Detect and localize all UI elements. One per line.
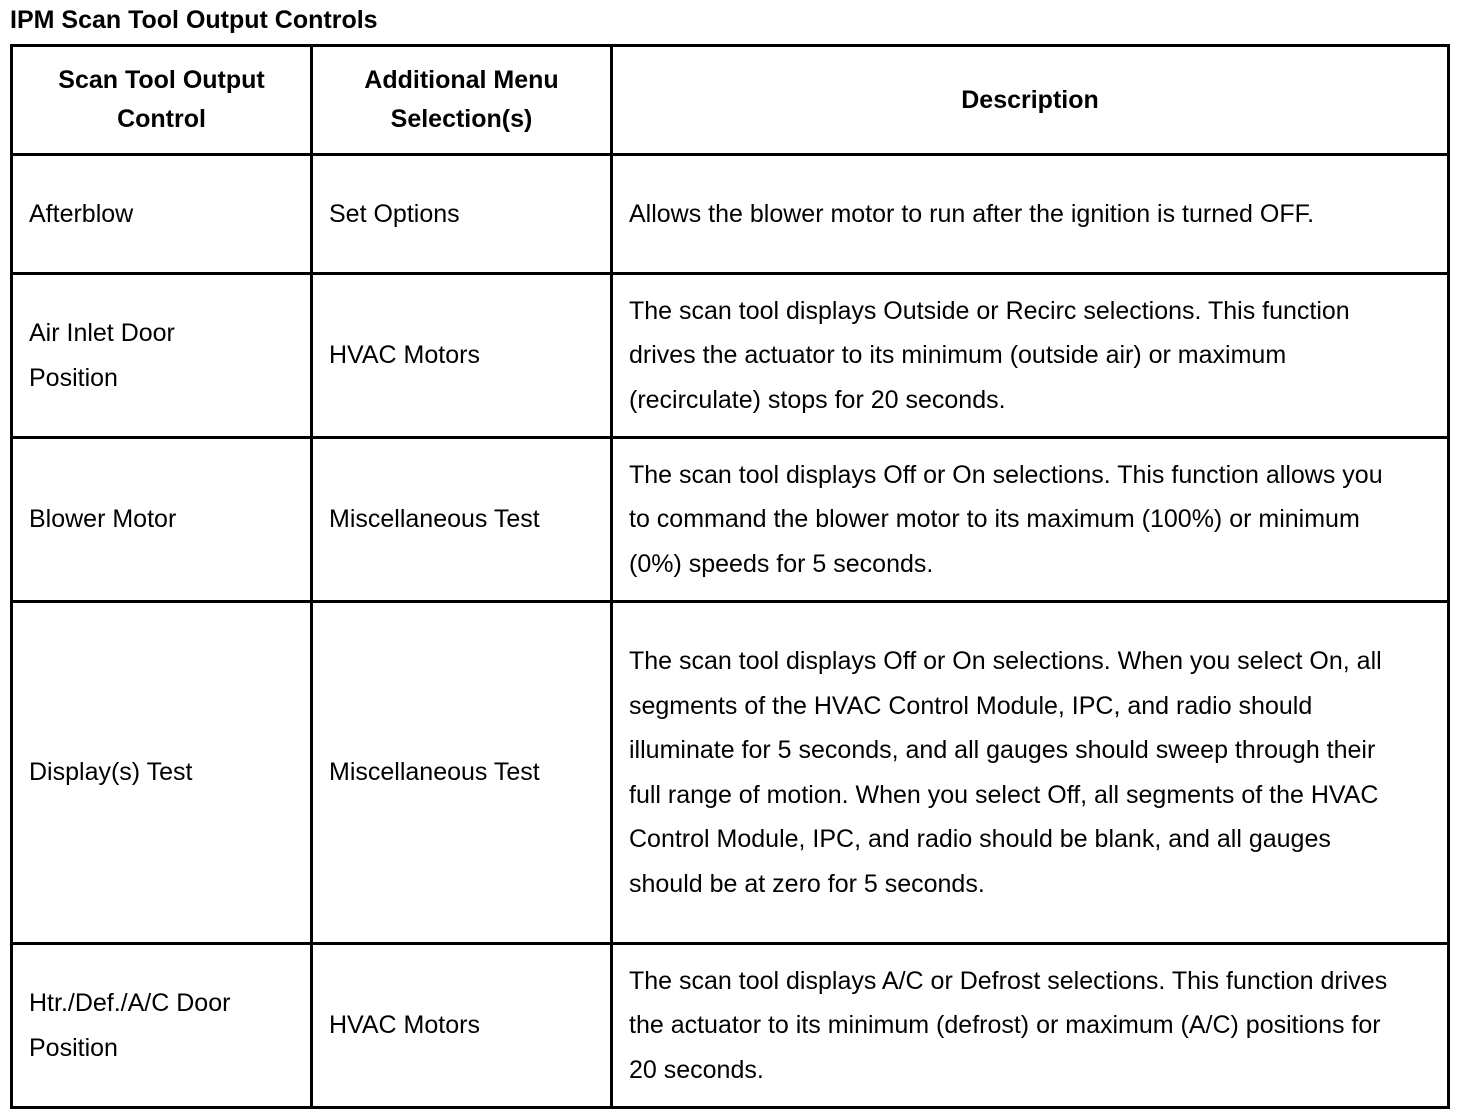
header-description: Description	[612, 46, 1449, 155]
cell-menu: Miscellaneous Test	[312, 438, 612, 602]
table-header-row	[12, 46, 1449, 155]
cell-control: Air Inlet Door Position	[12, 274, 312, 438]
cell-menu: HVAC Motors	[312, 944, 612, 1108]
table-row	[12, 274, 1449, 438]
cell-description: The scan tool displays Off or On selections. When you select On, all segments of the HVAC Control Module, IPC, and radio should illuminate for 5 seconds, and all gauges should sweep through their full range of motion. When you select Off, all segments of the HVAC Control Module, IPC, and radio should be blank, and all gauges should be at zero for 5 seconds.	[612, 602, 1449, 944]
output-controls-table	[10, 44, 1450, 1109]
cell-control: Blower Motor	[12, 438, 312, 602]
cell-description: The scan tool displays A/C or Defrost selections. This function drives the actuator to its minimum (defrost) or maximum (A/C) positions for 20 seconds.	[612, 944, 1449, 1108]
table-row	[12, 602, 1449, 944]
cell-menu: HVAC Motors	[312, 274, 612, 438]
cell-description: The scan tool displays Off or On selections. This function allows you to command the blower motor to its maximum (100%) or minimum (0%) speeds for 5 seconds.	[612, 438, 1449, 602]
cell-control: Display(s) Test	[12, 602, 312, 944]
table-row	[12, 438, 1449, 602]
table-row	[12, 944, 1449, 1108]
cell-description: Allows the blower motor to run after the ignition is turned OFF.	[612, 155, 1449, 274]
cell-description: The scan tool displays Outside or Recirc selections. This function drives the actuator to its minimum (outside air) or maximum (recirculate) stops for 20 seconds.	[612, 274, 1449, 438]
cell-menu: Set Options	[312, 155, 612, 274]
cell-control: Htr./Def./A/C Door Position	[12, 944, 312, 1108]
cell-menu: Miscellaneous Test	[312, 602, 612, 944]
table-row	[12, 155, 1449, 274]
cell-control: Afterblow	[12, 155, 312, 274]
document-title: IPM Scan Tool Output Controls	[10, 6, 378, 34]
header-additional-menu-selections: Additional Menu Selection(s)	[312, 46, 612, 155]
header-scan-tool-output-control: Scan Tool Output Control	[12, 46, 312, 155]
